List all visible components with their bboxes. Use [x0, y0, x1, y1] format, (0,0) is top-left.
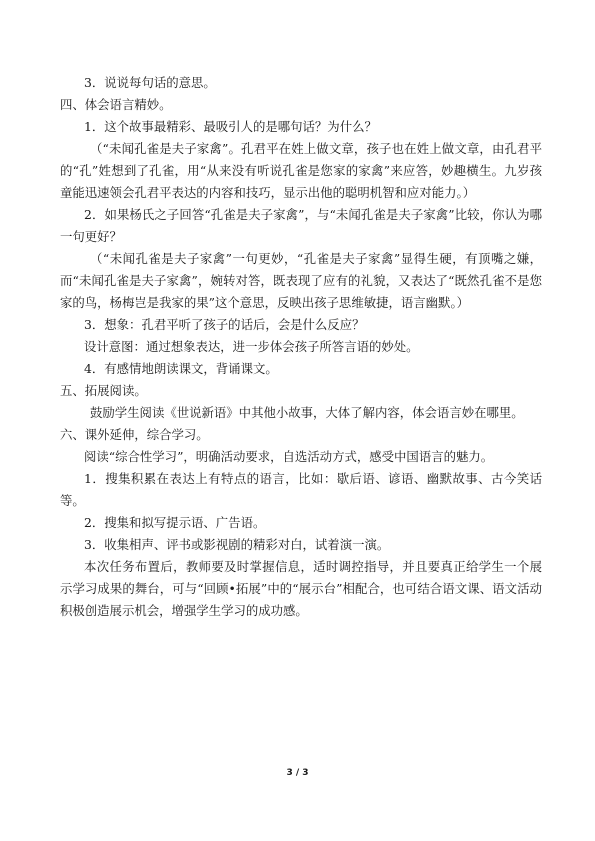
body-paragraph: 2．如果杨氏之子回答“孔雀是夫子家禽”，与“未闻孔雀是夫子家禽”比较，你认为哪一句更好？	[60, 207, 542, 244]
body-paragraph: 本次任务布置后，教师要及时掌握信息，适时调控指导，并且要真正给学生一个展示学习成果的舞台，可与“回顾•拓展”中的“展示台”相配合，也可结合语文课、语文活动积极创造展示机会，增强学生学习的成功感。	[60, 559, 542, 618]
body-paragraph: 1．这个故事最精彩、最吸引人的是哪句话？为什么？	[84, 119, 377, 134]
section-heading: 五、拓展阅读。	[60, 383, 147, 398]
section-heading: 六、课外延伸，综合学习。	[60, 427, 209, 442]
body-paragraph: 2．搜集和拟写提示语、广告语。	[84, 515, 266, 530]
body-paragraph: 4．有感情地朗读课文，背诵课文。	[84, 361, 278, 376]
body-paragraph: 3．说说每句话的意思。	[84, 75, 216, 90]
section-heading: 四、体会语言精妙。	[60, 97, 172, 112]
body-paragraph: 1．搜集积累在表达上有特点的语言，比如：歇后语、谚语、幽默故事、古今笑话等。	[60, 471, 542, 508]
body-paragraph: 设计意图：通过想象表达，进一步体会孩子所答言语的妙处。	[84, 339, 419, 354]
body-paragraph: 鼓励学生阅读《世说新语》中其他小故事，大体了解内容，体会语言妙在哪里。	[90, 405, 524, 420]
document-body	[60, 72, 542, 622]
body-paragraph: 3．想象：孔君平听了孩子的话后，会是什么反应？	[84, 317, 365, 332]
body-paragraph: （“未闻孔雀是夫子家禽”一句更妙，“孔雀是夫子家禽”显得生硬，有顶嘴之嫌，而“未闻孔雀是夫子家禽”，婉转对答，既表现了应有的礼貌，又表达了“既然孔雀不是您家的鸟，杨梅岂是我家的果”这个意思，反映出孩子思维敏捷，语言幽默。）	[60, 251, 542, 310]
page-number: 3 / 3	[286, 768, 309, 778]
body-paragraph: 阅读“综合性学习”，明确活动要求，自选活动方式，感受中国语言的魅力。	[84, 449, 494, 464]
body-paragraph: （“未闻孔雀是夫子家禽”。孔君平在姓上做文章，孩子也在姓上做文章，由孔君平的“孔”姓想到了孔雀，用“从来没有听说孔雀是您家的家禽”来应答，妙趣横生。九岁孩童能迅速领会孔君平表达的内容和技巧，显示出他的聪明机智和应对能力。）	[60, 141, 542, 200]
body-paragraph: 3．收集相声、评书或影视剧的精彩对白，试着演一演。	[84, 537, 390, 552]
